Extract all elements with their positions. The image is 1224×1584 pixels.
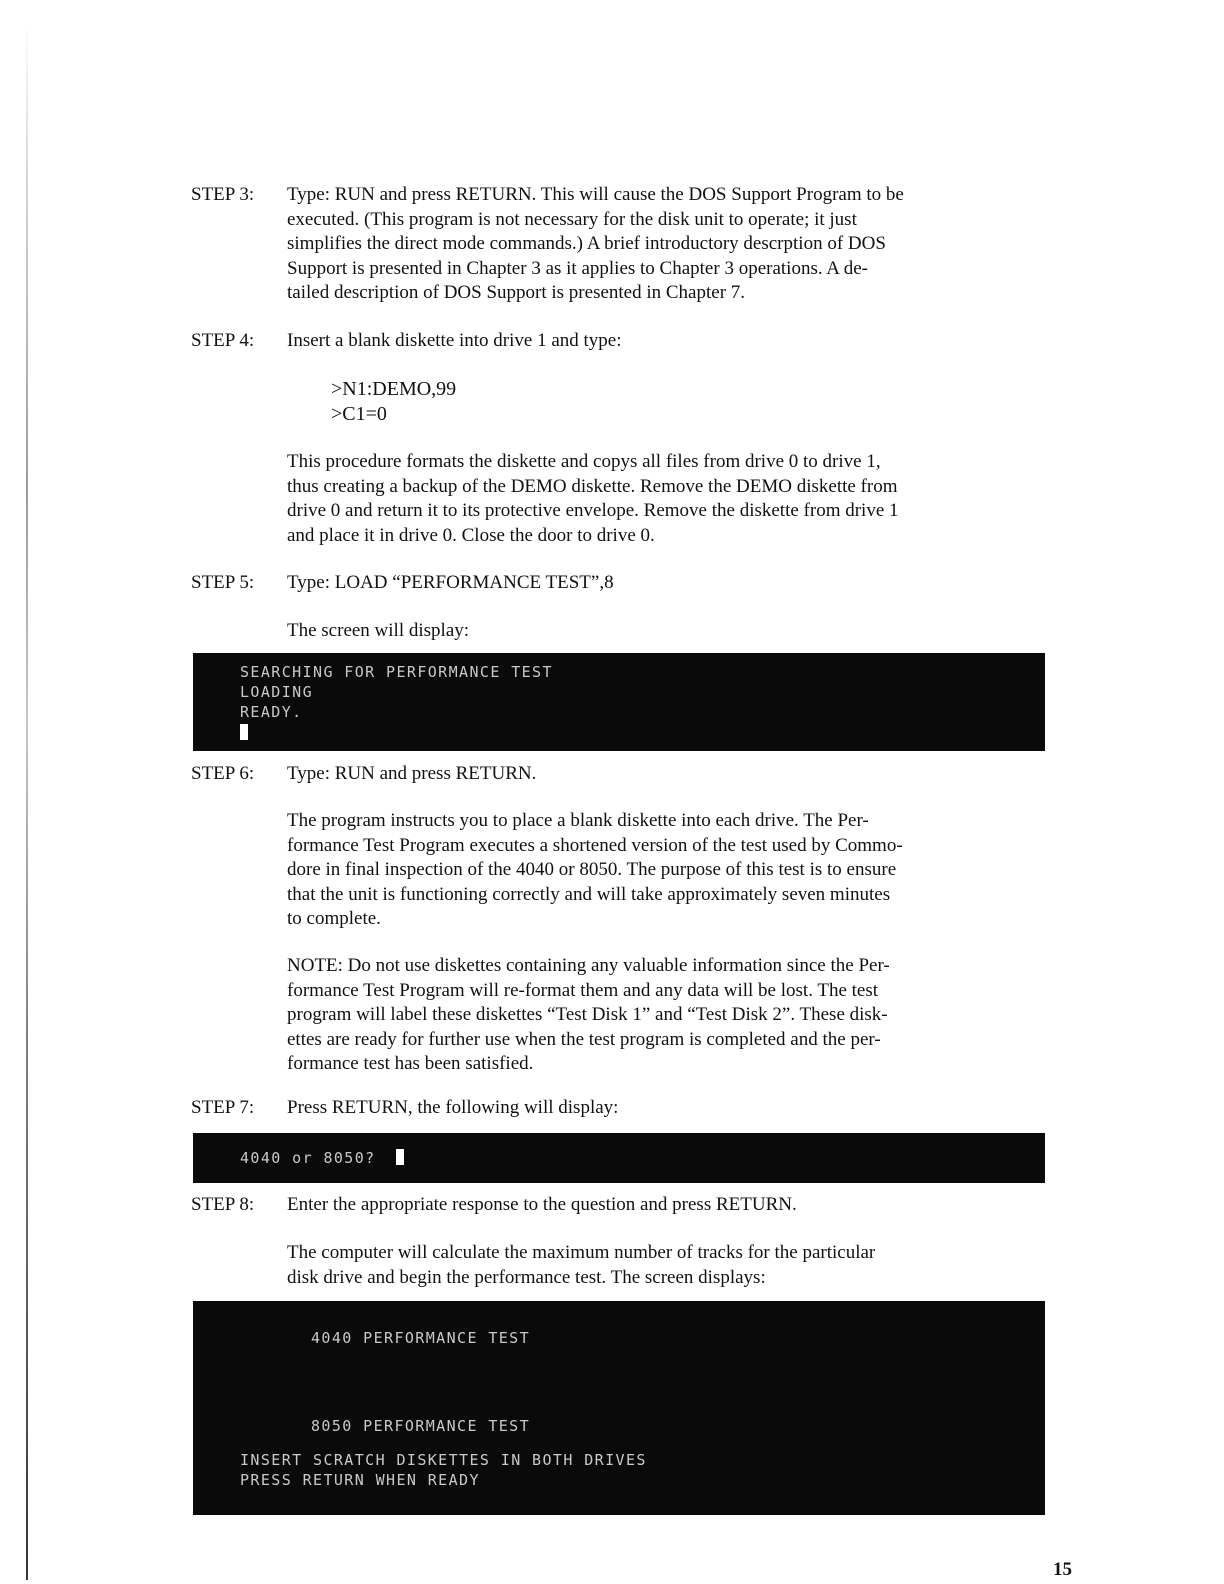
cursor-block-icon <box>396 1149 404 1165</box>
page-number: 15 <box>1053 1559 1072 1580</box>
step-3-line: simplifies the direct mode commands.) A brief introductory descrption of DOS <box>287 233 886 254</box>
step-3-line: tailed description of DOS Support is presented in Chapter 7. <box>287 282 746 303</box>
step-3-label: STEP 3: <box>191 184 255 205</box>
step-4-text <box>287 329 1047 354</box>
paragraph-line: thus creating a backup of the DEMO diskette. Remove the DEMO diskette from <box>287 475 898 497</box>
paragraph-line: The computer will calculate the maximum number of tracks for the particular <box>287 1242 876 1263</box>
step-4-commands <box>331 377 456 426</box>
step-5-line: Type: LOAD “PERFORMANCE TEST”,8 <box>287 572 614 593</box>
screen-instruction: PRESS RETURN WHEN READY <box>240 1471 480 1489</box>
step-6-line: Type: RUN and press RETURN. <box>287 763 537 784</box>
step-8-text <box>287 1193 1047 1218</box>
note-line: program will label these diskettes “Test Disk 1” and “Test Disk 2”. These disk- <box>287 1004 888 1025</box>
paragraph-line: The screen will display: <box>287 620 470 641</box>
note-line: ettes are ready for further use when the test program is completed and the per- <box>287 1028 881 1050</box>
command-line: >C1=0 <box>331 402 387 425</box>
step-8-label: STEP 8: <box>191 1194 255 1215</box>
screen-display-prompt <box>193 1133 1045 1183</box>
paragraph-line: to complete. <box>287 908 381 929</box>
step-6-label: STEP 6: <box>191 763 255 784</box>
step-5-text <box>287 571 1047 596</box>
step-7-text <box>287 1096 1047 1121</box>
note-line: NOTE: Do not use diskettes containing any valuable information since the Per- <box>287 955 890 976</box>
step-6-text <box>287 762 1047 787</box>
screen-display-loading <box>193 653 1045 751</box>
scan-edge <box>26 20 28 1580</box>
step-7-label: STEP 7: <box>191 1097 255 1118</box>
step-4-label: STEP 4: <box>191 330 255 351</box>
screen-prompt-line <box>240 1149 404 1167</box>
screen-title-4040: 4040 PERFORMANCE TEST <box>311 1329 531 1347</box>
paragraph-line: This procedure formats the diskette and copys all files from drive 0 to drive 1, <box>287 451 881 472</box>
step-7-line: Press RETURN, the following will display: <box>287 1097 619 1118</box>
step-5-label: STEP 5: <box>191 572 255 593</box>
screen-line: READY. <box>240 703 303 721</box>
screen-title-8050: 8050 PERFORMANCE TEST <box>311 1417 531 1435</box>
paragraph-line: The program instructs you to place a blank diskette into each drive. The Per- <box>287 810 869 831</box>
step-4-paragraph <box>287 450 1047 548</box>
screen-line: LOADING <box>240 683 314 701</box>
step-3-text <box>287 183 1047 306</box>
screen-cursor <box>240 724 248 742</box>
note-line: formance Test Program will re-format them and any data will be lost. The test <box>287 979 879 1001</box>
paragraph-line: that the unit is functioning correctly and will take approximately seven minutes <box>287 883 891 905</box>
cursor-block-icon <box>240 724 248 740</box>
paragraph-line: formance Test Program executes a shortened version of the test used by Commo- <box>287 834 903 856</box>
screen-display-performance-test <box>193 1301 1045 1515</box>
step-8-line: Enter the appropriate response to the question and press RETURN. <box>287 1194 797 1215</box>
note-paragraph <box>287 954 1047 1077</box>
paragraph-line: disk drive and begin the performance test. The screen displays: <box>287 1266 766 1288</box>
paragraph-line: dore in final inspection of the 4040 or 8050. The purpose of this test is to ensure <box>287 859 897 880</box>
step-3-line: executed. (This program is not necessary for the disk unit to operate; it just <box>287 208 857 230</box>
screen-prompt-text: 4040 or 8050? <box>240 1149 376 1167</box>
command-line: >N1:DEMO,99 <box>331 378 457 400</box>
step-3-line: Support is presented in Chapter 3 as it applies to Chapter 3 operations. A de- <box>287 257 868 279</box>
screen-instruction: INSERT SCRATCH DISKETTES IN BOTH DRIVES <box>240 1451 647 1469</box>
step-6-paragraph <box>287 809 1047 932</box>
paragraph-line: and place it in drive 0. Close the door to drive 0. <box>287 524 655 546</box>
step-8-paragraph <box>287 1241 1047 1290</box>
step-5-paragraph <box>287 619 1047 644</box>
screen-line: SEARCHING FOR PERFORMANCE TEST <box>240 663 553 681</box>
step-3-line: Type: RUN and press RETURN. This will cause the DOS Support Program to be <box>287 184 904 205</box>
step-4-line: Insert a blank diskette into drive 1 and type: <box>287 330 622 351</box>
note-line: formance test has been satisfied. <box>287 1053 534 1074</box>
paragraph-line: drive 0 and return it to its protective envelope. Remove the diskette from drive 1 <box>287 500 899 521</box>
